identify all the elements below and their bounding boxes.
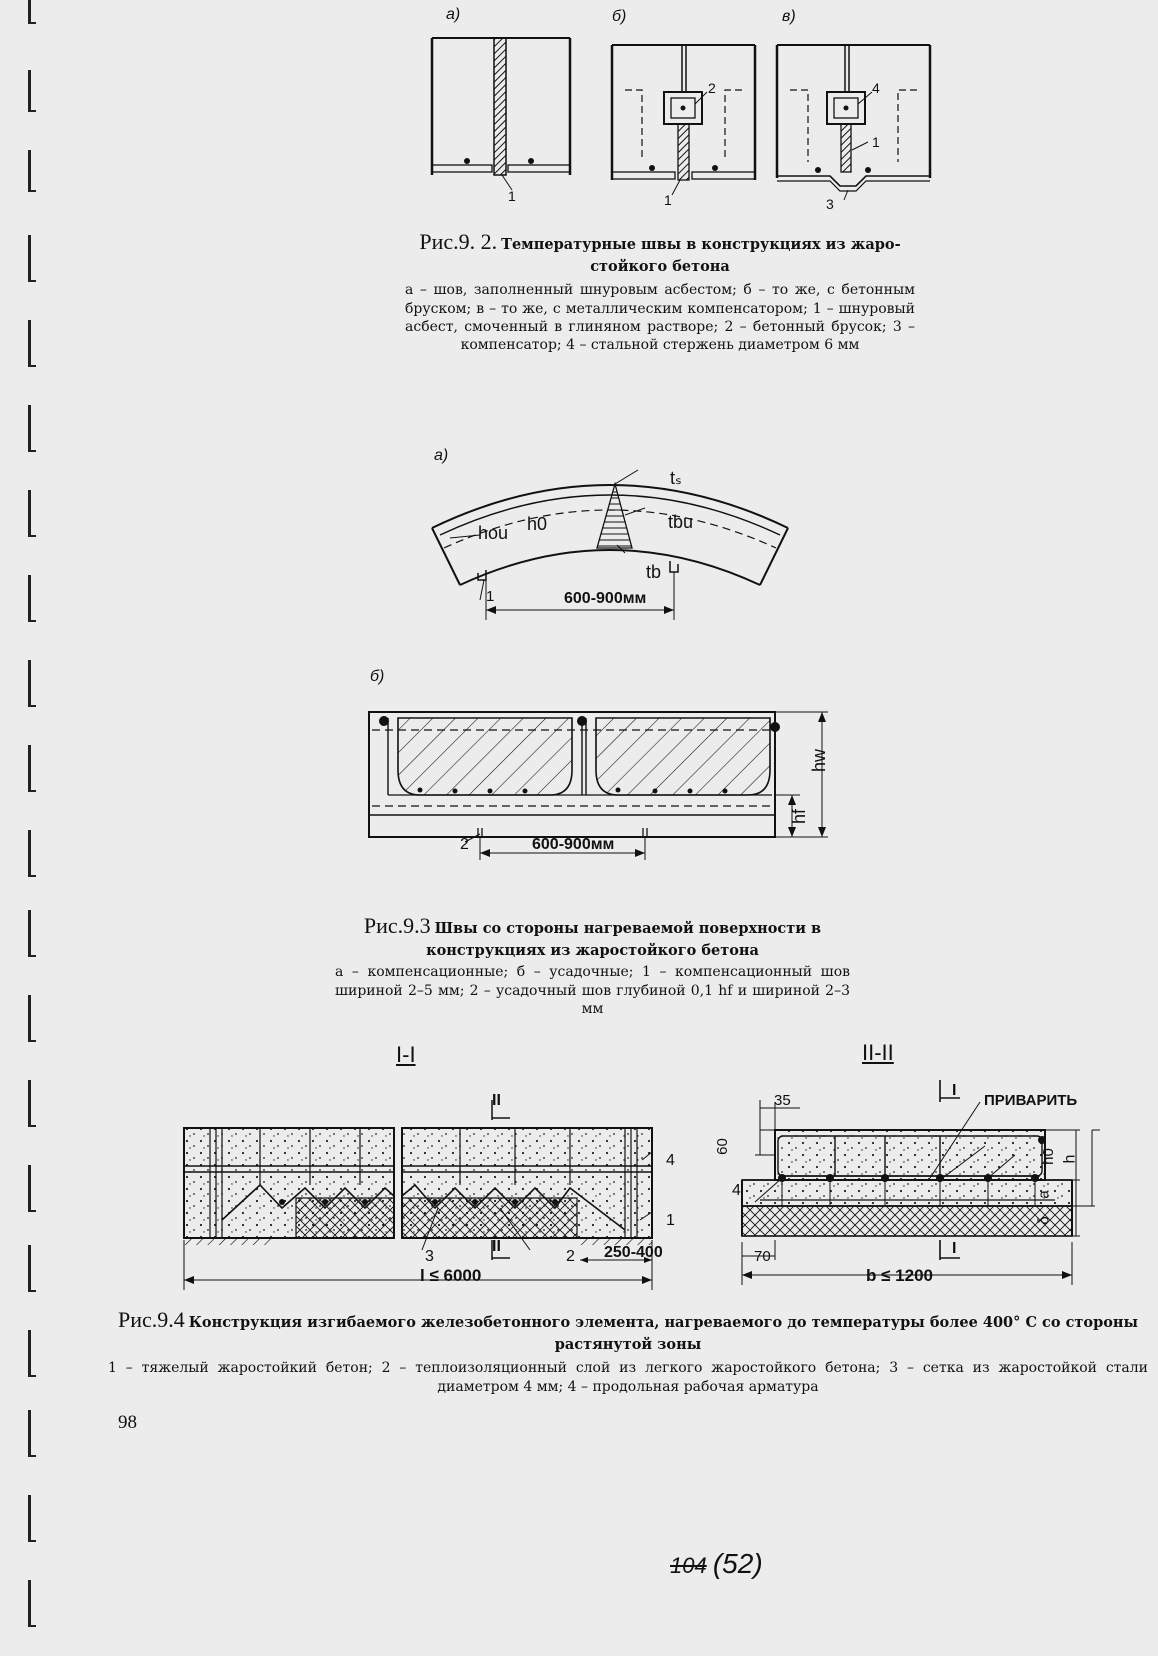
fig92-variant-c [777,45,930,200]
stamp-new-number: (52) [712,1548,763,1579]
fig92-label-1b: 1 [664,192,672,208]
fig92-label-4: 4 [872,80,880,96]
fig94-section-marker-II-bottom: II [492,1238,501,1255]
fig92-variant-b [612,45,755,195]
fig94-caption-heading [108,1306,1148,1355]
fig93a-label-hou: hou [478,523,509,543]
fig93-caption [335,912,850,1018]
fig94-dim-width: b ≤ 1200 [866,1266,933,1285]
fig92-caption [405,228,915,354]
page-number: 98 [118,1412,137,1433]
fig92-label-1a: 1 [508,188,516,204]
fig94-section-marker-I: I [952,1082,957,1099]
fig94-dim-support: 250-400 [604,1244,663,1261]
fig94-label-delta: δ [1035,1216,1053,1225]
fig92-label-1c: 1 [872,134,880,150]
fig93-caption-title: Швы со стороны нагреваемой поверхности в конструкциях из жаростойкого бетона [426,920,822,959]
fig93b-label-hw: hw [809,748,830,773]
fig93a-dimension: 600-900мм [564,590,647,607]
fig94-label-2: 2 [566,1248,575,1265]
fig94-caption-legend: 1 – тяжелый жаростойкий бетон; 2 – теплоизоляционный слой из легкого жаростойкого бетона; 3 – сетка из жаростойкой стали диаметром 4 мм; 4 – продольная рабочая арматура [108,1360,1148,1395]
fig92-caption-heading [405,228,915,277]
fig93b-dimension: 600-900мм [532,836,615,853]
stamp-old-number: 104 [670,1553,707,1578]
fig93-a-label: а) [434,447,449,464]
fig93a-label-h0: h0 [527,514,548,534]
fig94-section-1-title: I-I [396,1042,416,1067]
fig94-dim-35: 35 [774,1092,791,1109]
fig94-section-2-title: II-II [862,1040,894,1065]
fig92-caption-legend: а – шов, заполненный шнуровым асбестом; б – то же, с бетонным бруском; в – то же, с металлическим компенсатором; 1 – шнуровый асбест, смоченный в глиняном растворе; 2 – бетонный брусок; 3 – компенсатор; 4 – стальной стержень диаметром 6 мм [405,282,915,353]
fig93-b-label: б) [370,668,385,685]
fig92-label-2: 2 [708,80,716,96]
fig94-label-4-right: 4 [732,1182,741,1199]
fig93b-label-2: 2 [460,836,469,853]
fig94-caption [108,1306,1148,1396]
fig92-variant-b-label: б) [612,8,627,25]
fig92-drawing [420,0,940,220]
fig93-caption-legend: а – компенсационные; б – усадочные; 1 – компенсационный шов шириной 2–5 мм; 2 – усадочный шов глубиной 0,1 hf и шириной 2–3 мм [335,964,850,1017]
fig94-label-h: h [1061,1154,1079,1164]
fig93-caption-heading [335,912,850,961]
fig92-caption-title: Температурные швы в конструкциях из жаро-стойкого бетона [501,236,901,275]
fig93-caption-number: Рис.9.3 [363,913,431,938]
fig93b-label-hf: hf [789,808,810,825]
archive-stamp [670,1548,763,1580]
fig94-weld-label: ПРИВАРИТЬ [984,1092,1078,1109]
fig94-label-a: a [1035,1190,1053,1199]
fig93a-label-1: 1 [486,588,495,605]
fig93a-label-tb: tb [646,562,662,582]
fig94-section-2-drawing [730,1080,1110,1295]
fig94-caption-title: Конструкция изгибаемого железобетонного элемента, нагреваемого до температуры более 400° С со стороны растянутой зоны [188,1314,1139,1353]
fig93a-label-ts: tₛ [670,468,682,488]
fig94-label-4-left: 4 [666,1152,675,1169]
fig94-label-3: 3 [425,1248,434,1265]
fig92-variant-a [432,38,570,190]
fig94-dim-70: 70 [754,1248,771,1265]
fig92-label-3: 3 [826,196,834,212]
fig92-variant-c-label: в) [782,8,796,25]
fig94-caption-number: Рис.9.4 [117,1307,185,1332]
fig94-section-marker-II: II [492,1092,501,1109]
fig94-label-h0: h0 [1039,1148,1057,1165]
fig92-caption-number: Рис.9. 2. [419,229,498,254]
fig92-variant-a-label: а) [446,6,461,23]
fig94-dim-60: 60 [713,1138,731,1155]
fig93a-label-tbu: tbu [668,512,694,532]
fig94-label-1: 1 [666,1212,675,1229]
fig94-section-marker-I-bottom: I [952,1240,957,1257]
fig94-dim-length: l ≤ 6000 [420,1266,482,1285]
